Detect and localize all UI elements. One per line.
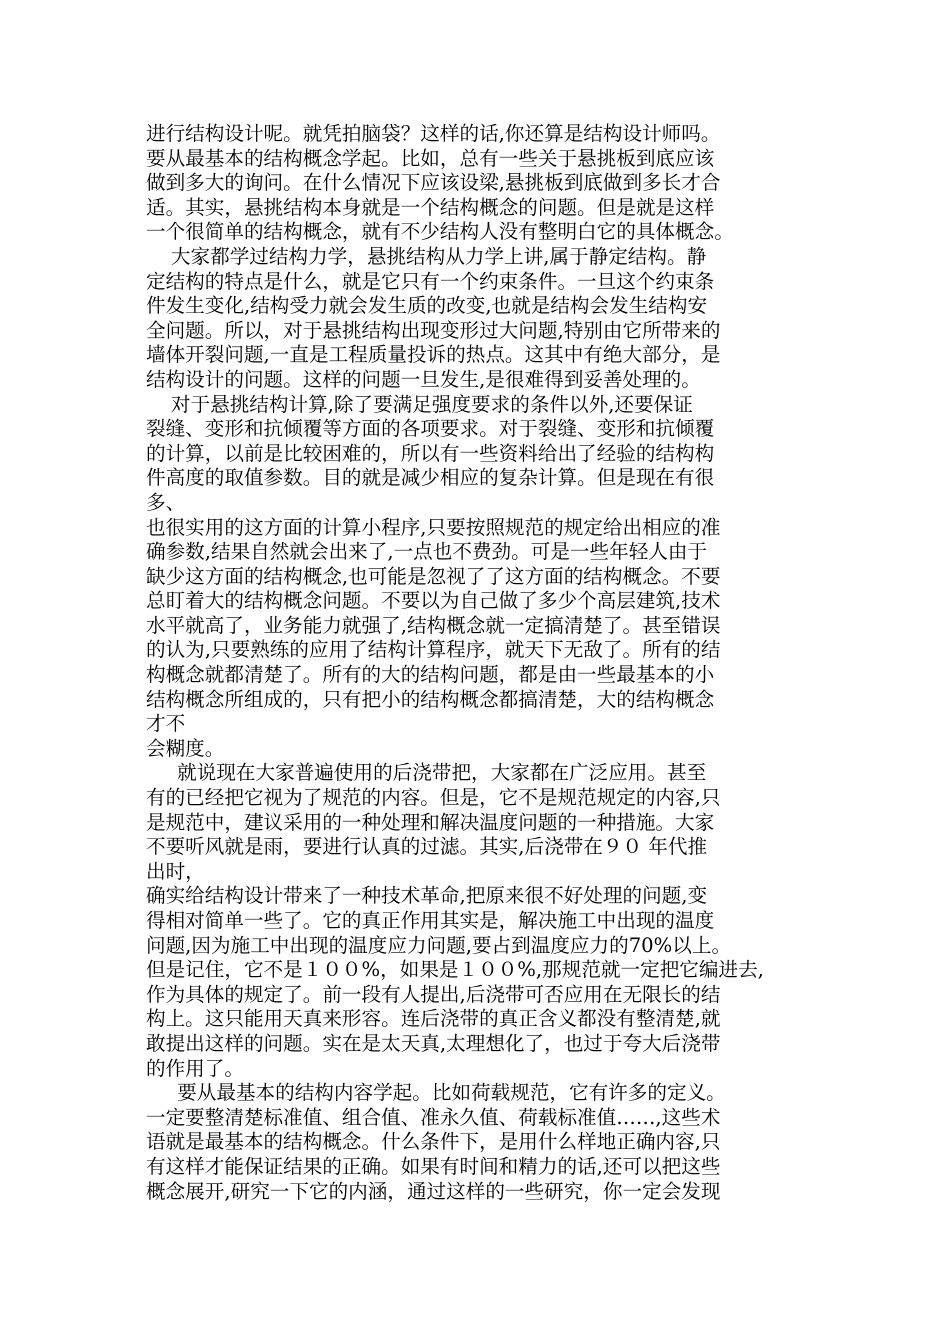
text-line: 不要听风就是雨，要进行认真的过滤。其实,后浇带在９０ 年代推: [146, 835, 708, 859]
text-line: 语就是最基本的结构概念。什么条件下，是用什么样地正确内容,只: [146, 1130, 721, 1154]
text-line: 结构概念所组成的，只有把小的结构概念都搞清楚，大的结构概念: [146, 687, 715, 711]
text-line: 就说现在大家普遍使用的后浇带把，大家都在广泛应用。甚至: [146, 761, 707, 785]
document-body: [146, 122, 826, 1204]
text-line: 作为具体的规定了。前一段有人提出,后浇带可否应用在无限长的结: [146, 982, 721, 1006]
text-line: 的计算，以前是比较困难的，所以有一些资料给出了经验的结构构: [146, 441, 715, 465]
text-line: 构概念就都清楚了。所有的大的结构问题，都是由一些最基本的小: [146, 663, 715, 687]
text-line: 有的已经把它视为了规范的内容。但是，它不是规范规定的内容,只: [146, 786, 721, 810]
text-line: 缺少这方面的结构概念,也可能是忽视了了这方面的结构概念。不要: [146, 564, 721, 588]
text-line: 的作用了。: [146, 1056, 244, 1080]
text-line: 全问题。所以，对于悬挑结构出现变形过大问题,特别由它所带来的: [146, 318, 721, 342]
text-line: 适。其实，悬挑结构本身就是一个结构概念的问题。但是就是这样: [146, 195, 715, 219]
text-line: 的认为,只要熟练的应用了结构计算程序，就天下无敌了。所有的结: [146, 638, 721, 662]
text-line: 确实给结构设计带来了一种技术革命,把原来很不好处理的问题,变: [146, 884, 708, 908]
text-line: 总盯着大的结构概念问题。不要以为自己做了多少个高层建筑,技术: [146, 589, 721, 613]
text-line: 敢提出这样的问题。实在是太天真,太理想化了，也过于夸大后浇带: [146, 1031, 721, 1055]
paragraph: [146, 761, 826, 1081]
text-line: 才不: [146, 712, 186, 736]
paragraph: [146, 393, 826, 762]
text-line: 问题,因为施工中出现的温度应力问题,要占到温度应力的70%以上。: [146, 933, 732, 957]
text-line: 结构设计的问题。这样的问题一旦发生,是很难得到妥善处理的。: [146, 367, 701, 391]
paragraph: [146, 122, 826, 245]
text-line: 也很实用的这方面的计算小程序,只要按照规范的规定给出相应的准: [146, 515, 721, 539]
text-line: 水平就高了，业务能力就强了,结构概念就一定搞清楚了。甚至错误: [146, 613, 721, 637]
text-line: 一定要整清楚标准值、组合值、准永久值、荷载标准值……,这些术: [146, 1105, 721, 1129]
paragraph: [146, 1081, 826, 1204]
text-line: 定结构的特点是什么，就是它只有一个约束条件。一旦这个约束条: [146, 269, 715, 293]
text-line: 有这样才能保证结果的正确。如果有时间和精力的话,还可以把这些: [146, 1154, 721, 1178]
text-line: 确参数,结果自然就会出来了,一点也不费劲。可是一些年轻人由于: [146, 540, 708, 564]
text-line: 构上。这只能用天真来形容。连后浇带的真正含义都没有整清楚,就: [146, 1007, 721, 1031]
text-line: 多、: [146, 490, 186, 514]
text-line: 做到多大的询问。在什么情况下应该设梁,悬挑板到底做到多长才合: [146, 171, 721, 195]
text-line: 要从最基本的结构概念学起。比如，总有一些关于悬挑板到底应该: [146, 146, 715, 170]
text-line: 会糊度。: [146, 736, 225, 760]
text-line: 件发生变化,结构受力就会发生质的改变,也就是结构会发生结构安: [146, 294, 708, 318]
paragraph: [146, 245, 826, 393]
text-line: 墙体开裂问题,一直是工程质量投诉的热点。这其中有绝大部分，是: [146, 343, 721, 367]
text-line: 但是记住，它不是１００%，如果是１００%,那规范就一定把它编进去,: [146, 958, 764, 982]
text-line: 裂缝、变形和抗倾覆等方面的各项要求。对于裂缝、变形和抗倾覆: [146, 417, 715, 441]
text-line: 要从最基本的结构内容学起。比如荷载规范，它有许多的定义。: [146, 1081, 726, 1105]
text-line: 是规范中，建议采用的一种处理和解决温度问题的一种措施。大家: [146, 810, 715, 834]
text-line: 得相对简单一些了。它的真正作用其实是，解决施工中出现的温度: [146, 909, 715, 932]
text-line: 件高度的取值参数。目的就是减少相应的复杂计算。但是现在有很: [146, 466, 715, 490]
text-line: 出时，: [146, 859, 205, 883]
text-line: 一个很简单的结构概念，就有不少结构人没有整明白它的具体概念。: [146, 220, 734, 244]
text-line: 大家都学过结构力学，悬挑结构从力学上讲,属于静定结构。静: [146, 244, 707, 268]
text-line: 进行结构设计呢。就凭拍脑袋？这样的话,你还算是结构设计师吗。: [146, 122, 721, 145]
text-line: 概念展开,研究一下它的内涵，通过这样的一些研究，你一定会发现: [146, 1179, 721, 1203]
text-line: 对于悬挑结构计算,除了要满足强度要求的条件以外,还要保证: [146, 392, 693, 416]
